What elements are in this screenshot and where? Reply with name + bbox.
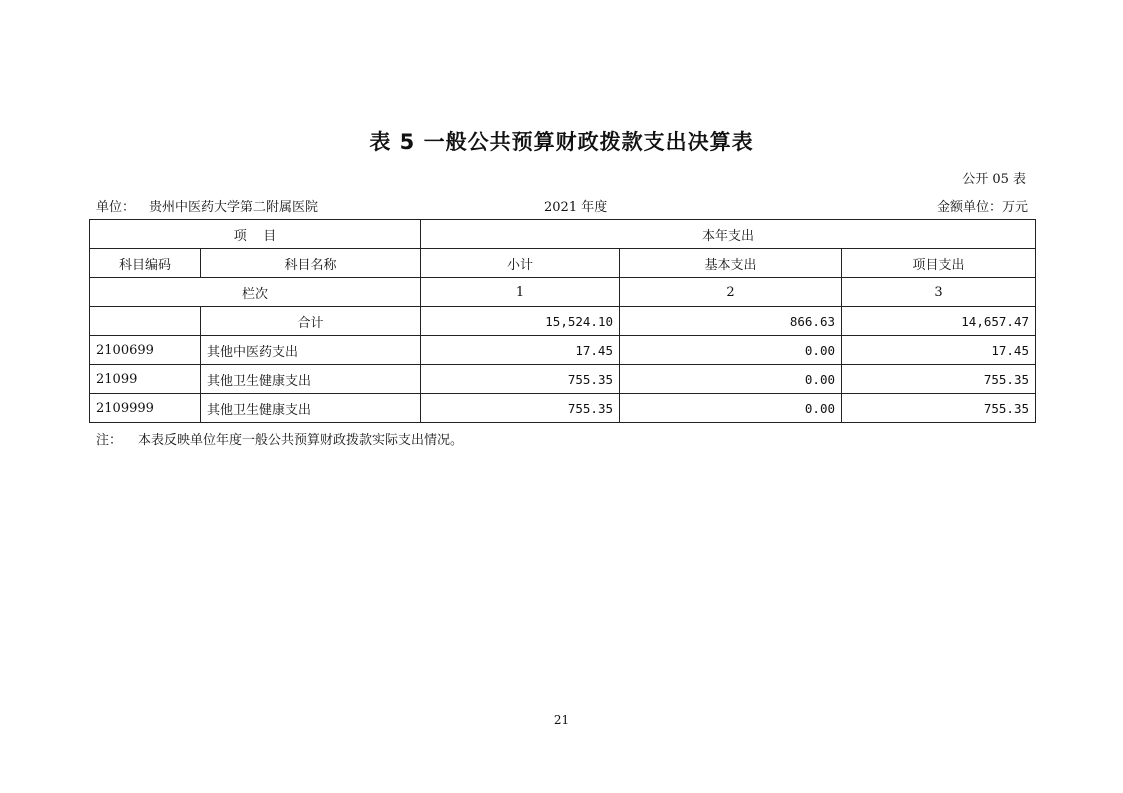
unit-label: 单位： xyxy=(96,200,136,215)
row-code: 2109999 xyxy=(90,394,201,423)
header-row-1 xyxy=(90,220,1036,249)
total-code-cell xyxy=(90,307,201,336)
row-subtotal: 755.35 xyxy=(421,365,620,394)
total-basic: 866.63 xyxy=(620,307,842,336)
row-name: 其他卫生健康支出 xyxy=(201,394,421,423)
note-text: 本表反映单位年度一般公共预算财政拨款实际支出情况。 xyxy=(138,433,464,448)
index-cell: 2 xyxy=(620,278,842,307)
row-project: 17.45 xyxy=(842,336,1036,365)
table-row xyxy=(90,365,1036,394)
row-subtotal: 755.35 xyxy=(421,394,620,423)
header-project: 项目支出 xyxy=(842,249,1036,278)
row-subtotal: 17.45 xyxy=(421,336,620,365)
total-subtotal: 15,524.10 xyxy=(421,307,620,336)
header-code: 科目编码 xyxy=(90,249,201,278)
row-name: 其他卫生健康支出 xyxy=(201,365,421,394)
row-project: 755.35 xyxy=(842,365,1036,394)
index-label: 栏次 xyxy=(90,278,421,307)
meta-row xyxy=(96,196,1028,214)
index-cell: 1 xyxy=(421,278,620,307)
header-name: 科目名称 xyxy=(201,249,421,278)
page-number: 21 xyxy=(553,713,570,727)
header-item: 项 目 xyxy=(90,220,421,249)
row-code: 2100699 xyxy=(90,336,201,365)
total-row xyxy=(90,307,1036,336)
row-basic: 0.00 xyxy=(620,394,842,423)
header-row-2 xyxy=(90,249,1036,278)
index-row xyxy=(90,278,1036,307)
table-note xyxy=(96,429,463,448)
fiscal-year: 2021 年度 xyxy=(544,200,608,215)
header-basic: 基本支出 xyxy=(620,249,842,278)
header-subtotal: 小计 xyxy=(421,249,620,278)
table-row xyxy=(90,336,1036,365)
expenditure-table xyxy=(89,219,1036,423)
row-code: 21099 xyxy=(90,365,201,394)
row-name: 其他中医药支出 xyxy=(201,336,421,365)
total-label: 合计 xyxy=(201,307,421,336)
money-unit: 金额单位：万元 xyxy=(936,200,1028,215)
header-annual-expense: 本年支出 xyxy=(421,220,1036,249)
row-basic: 0.00 xyxy=(620,365,842,394)
note-label: 注： xyxy=(96,433,123,448)
row-basic: 0.00 xyxy=(620,336,842,365)
row-project: 755.35 xyxy=(842,394,1036,423)
table-row xyxy=(90,394,1036,423)
total-project: 14,657.47 xyxy=(842,307,1036,336)
index-cell: 3 xyxy=(842,278,1036,307)
table-code: 公开 05 表 xyxy=(962,172,1026,187)
unit-info xyxy=(96,196,318,215)
page-title: 表 5 一般公共预算财政拨款支出决算表 xyxy=(369,130,754,154)
unit-name: 贵州中医药大学第二附属医院 xyxy=(149,200,319,215)
